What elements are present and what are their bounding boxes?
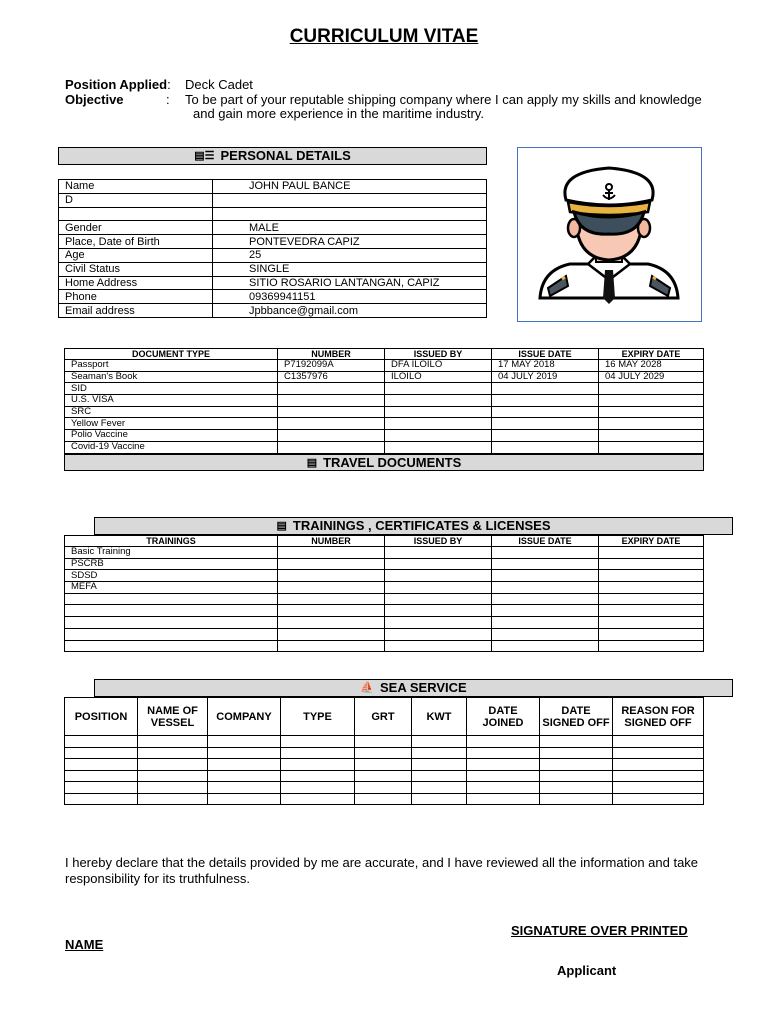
table-cell bbox=[492, 383, 599, 395]
table-row bbox=[65, 395, 704, 407]
page-title: CURRICULUM VITAE bbox=[289, 26, 479, 47]
table-cell bbox=[138, 759, 208, 771]
column-header: GRT bbox=[355, 698, 412, 736]
personal-details-header bbox=[58, 147, 487, 165]
position-value: Deck Cadet bbox=[185, 77, 253, 92]
field-label: Civil Status bbox=[59, 262, 213, 276]
table-row bbox=[65, 793, 704, 805]
sea-service-table bbox=[64, 697, 704, 805]
table-cell: SRC bbox=[65, 406, 278, 418]
table-row bbox=[65, 383, 704, 395]
table-cell bbox=[599, 593, 704, 605]
field-value bbox=[213, 193, 487, 207]
table-cell bbox=[208, 759, 281, 771]
objective-line-1: To be part of your reputable shipping company where I can apply my skills and knowledge bbox=[185, 92, 702, 107]
table-cell bbox=[385, 395, 492, 407]
table-row bbox=[59, 248, 487, 262]
table-row bbox=[65, 593, 704, 605]
table-row bbox=[65, 759, 704, 771]
table-cell bbox=[385, 628, 492, 640]
field-label: Email address bbox=[59, 304, 213, 318]
table-cell bbox=[492, 593, 599, 605]
table-cell bbox=[599, 441, 704, 453]
table-cell bbox=[278, 570, 385, 582]
table-cell: Covid-19 Vaccine bbox=[65, 441, 278, 453]
table-cell bbox=[599, 418, 704, 430]
field-label bbox=[59, 207, 213, 221]
table-cell bbox=[599, 628, 704, 640]
table-row bbox=[65, 736, 704, 748]
table-cell bbox=[412, 736, 467, 748]
table-row bbox=[59, 193, 487, 207]
table-cell bbox=[208, 770, 281, 782]
sea-service-title: SEA SERVICE bbox=[380, 680, 467, 695]
table-cell bbox=[138, 747, 208, 759]
table-cell bbox=[281, 759, 355, 771]
table-cell bbox=[385, 582, 492, 594]
table-cell bbox=[65, 770, 138, 782]
column-header: COMPANY bbox=[208, 698, 281, 736]
table-cell bbox=[138, 770, 208, 782]
column-header: ISSUE DATE bbox=[492, 349, 599, 360]
table-cell bbox=[385, 617, 492, 629]
table-cell bbox=[540, 747, 613, 759]
table-row bbox=[65, 605, 704, 617]
table-row bbox=[65, 430, 704, 442]
table-cell bbox=[385, 430, 492, 442]
table-cell bbox=[278, 640, 385, 652]
table-cell: ILOILO bbox=[385, 371, 492, 383]
table-cell: SID bbox=[65, 383, 278, 395]
field-value: MALE bbox=[213, 221, 487, 235]
table-row bbox=[65, 558, 704, 570]
column-header: ISSUED BY bbox=[385, 536, 492, 547]
table-cell bbox=[467, 747, 540, 759]
objective-sep: : bbox=[166, 92, 170, 107]
declaration-text: I hereby declare that the details provided by me are accurate, and I have reviewed all the information and take responsibility for its truthfulness. bbox=[65, 855, 699, 886]
table-row bbox=[65, 547, 704, 559]
table-cell bbox=[467, 736, 540, 748]
table-cell bbox=[467, 793, 540, 805]
table-cell bbox=[278, 605, 385, 617]
table-cell bbox=[599, 547, 704, 559]
field-value: SITIO ROSARIO LANTANGAN, CAPIZ bbox=[213, 276, 487, 290]
column-header: NAME OF VESSEL bbox=[138, 698, 208, 736]
table-cell bbox=[613, 770, 704, 782]
table-cell: Polio Vaccine bbox=[65, 430, 278, 442]
table-cell bbox=[138, 736, 208, 748]
table-row bbox=[59, 304, 487, 318]
table-cell bbox=[385, 547, 492, 559]
table-cell bbox=[385, 406, 492, 418]
table-cell bbox=[65, 617, 278, 629]
sea-service-header bbox=[94, 679, 733, 697]
table-cell bbox=[467, 759, 540, 771]
column-header: NUMBER bbox=[278, 536, 385, 547]
column-header: KWT bbox=[412, 698, 467, 736]
field-label: Gender bbox=[59, 221, 213, 235]
table-cell bbox=[599, 570, 704, 582]
table-cell bbox=[65, 593, 278, 605]
photo-frame bbox=[517, 147, 702, 322]
table-row bbox=[65, 441, 704, 453]
table-cell bbox=[208, 736, 281, 748]
table-cell bbox=[492, 558, 599, 570]
table-row bbox=[59, 262, 487, 276]
table-cell bbox=[412, 759, 467, 771]
table-cell bbox=[355, 736, 412, 748]
table-cell: PSCRB bbox=[65, 558, 278, 570]
table-cell bbox=[208, 747, 281, 759]
table-cell bbox=[540, 782, 613, 794]
trainings-title: TRAININGS , CERTIFICATES & LICENSES bbox=[292, 518, 551, 533]
table-cell: 17 MAY 2018 bbox=[492, 360, 599, 372]
personal-details-table bbox=[58, 179, 487, 318]
table-row bbox=[65, 628, 704, 640]
table-cell bbox=[278, 593, 385, 605]
table-cell bbox=[613, 747, 704, 759]
table-cell bbox=[492, 406, 599, 418]
table-cell: DFA ILOILO bbox=[385, 360, 492, 372]
table-cell bbox=[65, 605, 278, 617]
column-header: ISSUE DATE bbox=[492, 536, 599, 547]
table-cell bbox=[65, 628, 278, 640]
table-cell bbox=[385, 558, 492, 570]
table-cell bbox=[208, 793, 281, 805]
table-cell bbox=[540, 770, 613, 782]
table-cell: Seaman's Book bbox=[65, 371, 278, 383]
field-label: Home Address bbox=[59, 276, 213, 290]
table-cell bbox=[613, 793, 704, 805]
applicant-label: Applicant bbox=[557, 963, 617, 978]
table-cell bbox=[278, 582, 385, 594]
table-cell bbox=[492, 418, 599, 430]
table-cell: MEFA bbox=[65, 582, 278, 594]
table-cell bbox=[278, 418, 385, 430]
field-label: Phone bbox=[59, 290, 213, 304]
position-row bbox=[65, 77, 171, 92]
table-cell bbox=[278, 628, 385, 640]
field-label: Place, Date of Birth bbox=[59, 235, 213, 249]
travel-documents-title: TRAVEL DOCUMENTS bbox=[323, 455, 462, 470]
field-value: 25 bbox=[213, 248, 487, 262]
column-header: NUMBER bbox=[278, 349, 385, 360]
field-value: SINGLE bbox=[213, 262, 487, 276]
table-cell bbox=[492, 547, 599, 559]
column-header: EXPIRY DATE bbox=[599, 536, 704, 547]
id-card-icon: ▤☰ bbox=[194, 150, 215, 162]
table-cell bbox=[355, 747, 412, 759]
table-cell bbox=[355, 759, 412, 771]
position-sep: : bbox=[167, 77, 171, 92]
table-row bbox=[59, 207, 487, 221]
table-cell: 04 JULY 2029 bbox=[599, 371, 704, 383]
table-cell bbox=[492, 441, 599, 453]
trainings-table bbox=[64, 535, 704, 652]
table-cell bbox=[208, 782, 281, 794]
objective-label: Objective bbox=[65, 92, 124, 107]
column-header: ISSUED BY bbox=[385, 349, 492, 360]
travel-documents-header bbox=[64, 454, 704, 471]
table-cell bbox=[138, 782, 208, 794]
table-cell bbox=[492, 640, 599, 652]
table-cell: 04 JULY 2019 bbox=[492, 371, 599, 383]
table-cell bbox=[412, 782, 467, 794]
table-cell bbox=[492, 628, 599, 640]
table-cell bbox=[281, 782, 355, 794]
table-row bbox=[65, 782, 704, 794]
column-header: DATE JOINED bbox=[467, 698, 540, 736]
table-cell bbox=[355, 770, 412, 782]
table-cell bbox=[613, 759, 704, 771]
table-cell: P7192099A bbox=[278, 360, 385, 372]
table-cell bbox=[385, 441, 492, 453]
table-cell bbox=[385, 605, 492, 617]
document-icon: ▤ bbox=[276, 520, 287, 532]
table-cell bbox=[492, 430, 599, 442]
table-cell bbox=[492, 570, 599, 582]
column-header: EXPIRY DATE bbox=[599, 349, 704, 360]
position-label: Position Applied bbox=[65, 77, 168, 92]
table-cell bbox=[65, 640, 278, 652]
personal-details-title: PERSONAL DETAILS bbox=[220, 148, 351, 163]
table-cell bbox=[385, 593, 492, 605]
table-cell bbox=[540, 736, 613, 748]
table-row bbox=[65, 371, 704, 383]
table-cell bbox=[278, 383, 385, 395]
table-cell: 16 MAY 2028 bbox=[599, 360, 704, 372]
table-cell bbox=[599, 558, 704, 570]
table-cell bbox=[412, 793, 467, 805]
table-cell bbox=[412, 747, 467, 759]
table-cell bbox=[540, 759, 613, 771]
table-cell bbox=[385, 383, 492, 395]
table-cell bbox=[599, 640, 704, 652]
table-row bbox=[65, 406, 704, 418]
table-cell bbox=[599, 395, 704, 407]
table-cell: Yellow Fever bbox=[65, 418, 278, 430]
table-row bbox=[65, 582, 704, 594]
table-cell bbox=[65, 747, 138, 759]
table-cell: Passport bbox=[65, 360, 278, 372]
table-cell bbox=[599, 582, 704, 594]
table-cell bbox=[599, 430, 704, 442]
table-cell bbox=[467, 782, 540, 794]
signature-label: SIGNATURE OVER PRINTED bbox=[511, 923, 688, 938]
field-label: Age bbox=[59, 248, 213, 262]
ship-icon: ⛵ bbox=[360, 682, 374, 694]
table-cell bbox=[65, 793, 138, 805]
table-row bbox=[65, 360, 704, 372]
table-cell bbox=[385, 640, 492, 652]
table-row bbox=[65, 418, 704, 430]
table-cell bbox=[412, 770, 467, 782]
table-cell bbox=[599, 383, 704, 395]
table-cell bbox=[613, 736, 704, 748]
travel-documents-table bbox=[64, 348, 704, 454]
table-cell bbox=[281, 736, 355, 748]
field-value: Jpbbance@gmail.com bbox=[213, 304, 487, 318]
table-cell bbox=[599, 406, 704, 418]
table-row bbox=[59, 290, 487, 304]
table-cell: C1357976 bbox=[278, 371, 385, 383]
table-cell bbox=[278, 395, 385, 407]
column-header: TRAININGS bbox=[65, 536, 278, 547]
table-cell bbox=[492, 617, 599, 629]
table-row bbox=[59, 235, 487, 249]
table-cell bbox=[492, 582, 599, 594]
field-value: 09369941151 bbox=[213, 290, 487, 304]
table-cell bbox=[355, 793, 412, 805]
table-cell bbox=[281, 793, 355, 805]
table-cell bbox=[540, 793, 613, 805]
table-row bbox=[65, 640, 704, 652]
field-label: D bbox=[59, 193, 213, 207]
table-row bbox=[59, 276, 487, 290]
table-cell bbox=[599, 617, 704, 629]
table-cell bbox=[65, 759, 138, 771]
field-label: Name bbox=[59, 180, 213, 194]
column-header: REASON FOR SIGNED OFF bbox=[613, 698, 704, 736]
table-cell bbox=[278, 558, 385, 570]
name-label: NAME bbox=[65, 937, 104, 952]
column-header: DATE SIGNED OFF bbox=[540, 698, 613, 736]
table-row bbox=[65, 747, 704, 759]
table-cell bbox=[278, 430, 385, 442]
table-row bbox=[59, 180, 487, 194]
table-cell bbox=[613, 782, 704, 794]
table-cell bbox=[355, 782, 412, 794]
table-cell bbox=[492, 605, 599, 617]
table-cell bbox=[65, 736, 138, 748]
field-value: PONTEVEDRA CAPIZ bbox=[213, 235, 487, 249]
table-cell bbox=[65, 782, 138, 794]
sailor-avatar bbox=[518, 148, 701, 321]
table-cell bbox=[599, 605, 704, 617]
table-cell bbox=[278, 547, 385, 559]
table-cell: SDSD bbox=[65, 570, 278, 582]
column-header: DOCUMENT TYPE bbox=[65, 349, 278, 360]
table-row bbox=[65, 570, 704, 582]
field-value: JOHN PAUL BANCE bbox=[213, 180, 487, 194]
table-cell: U.S. VISA bbox=[65, 395, 278, 407]
table-cell bbox=[278, 617, 385, 629]
table-row bbox=[65, 770, 704, 782]
table-cell bbox=[492, 395, 599, 407]
table-cell bbox=[385, 570, 492, 582]
table-cell bbox=[281, 747, 355, 759]
table-cell bbox=[385, 418, 492, 430]
table-cell bbox=[278, 406, 385, 418]
table-row bbox=[65, 617, 704, 629]
table-cell: Basic Training bbox=[65, 547, 278, 559]
table-cell bbox=[278, 441, 385, 453]
table-row bbox=[59, 221, 487, 235]
column-header: POSITION bbox=[65, 698, 138, 736]
field-value bbox=[213, 207, 487, 221]
document-icon: ▤ bbox=[306, 457, 318, 469]
trainings-header bbox=[94, 517, 733, 535]
table-cell bbox=[281, 770, 355, 782]
table-cell bbox=[138, 793, 208, 805]
objective-line-2: and gain more experience in the maritime industry. bbox=[193, 106, 484, 121]
column-header: TYPE bbox=[281, 698, 355, 736]
table-cell bbox=[467, 770, 540, 782]
